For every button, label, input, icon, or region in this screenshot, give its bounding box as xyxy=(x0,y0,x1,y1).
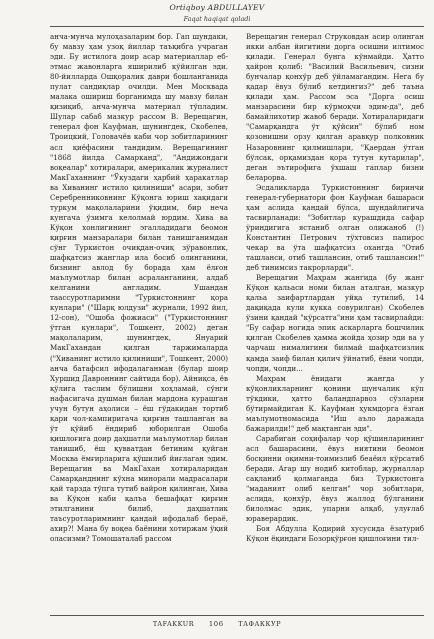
right-column xyxy=(246,32,424,544)
footer-magazine-cyrillic: ТАФАККУР xyxy=(238,620,282,628)
article-subtitle: Faqat haqiqat qoladi xyxy=(183,15,251,23)
paragraph: анча-мунча мулоҳазаларим бор. Гап шундаки, бу мавзу ҳам узоқ йиллар таъқибга учраган эди. Бу истилога доир асар материаллар еб-этмас жавонларга яширилиб кўйилган эди. 80-йилларда Ошқоралик даври бошланганида пулат сандиқлар очилди. Мен Москвада малака ошириш борганимда шу мавзу билан қизиқиб, анча-мунча материал тўпладим. Шулар сабаб мазкур рассом В. Верещагин, генерал фон Кауфман, шунингдек, Скобелев, Троицкий, Головачёв каби чор зобитларининг асл қиёфасини тандидим. Верещагининг "1868 йилда Самарканд", "Андижондаги воқеалар" хотиралари, америкалик журналист МакГаханнинг "Ўкуздаги ҳарбий ҳаракатлар ва Хиванинг истило қилиниши" асари, зобит Серебренниковнинг Кўқонга юриш хақидаги туркум мақолаларини ўқидим, бир неча кунгача ўзимга келолмай юрдим. Хива ва Кўқон хонлигининг эгалладидаги беомон қирғин манзаралари билан танишганимдан сўнг Туркистон очиқдан-очиқ зўравонлик, шафқатсиз жанглар ила босиб олинганини, бизнинг авлод бу борада ҳам ёлғон маълумотлар билан асраланганини, алдаб келганини англадим. Ушандан таассуротларимни "Туркистоннинг қора кунлари" ("Шарқ юлдузи" журнали, 1992 йил, 12-сон), "Ошоба фожиаси" ("Туркистоннинг ўтган кунлари", Тошкент, 2002) деган мақолаларим, шунингдек, Януарий МакГахандан қилган таржималарда ("Хиванинг истило қилиниши", Тошкент, 2000) анча батафсил ифодалаганман (булар шоир Хуршид Давроннинг сайтида бор). Айниқса, ёв қўлига таслим бўлишни хоҳламай, сўнги нафасигача душман билан мардона курашган учун бутун аҳолиси – ёш гўдакидан тортиб қари чол-кампиригача қирғин ташланган ва ўт қўйиб ёндириб юборилган Ошоба қишлоғига доир даҳшатли маълумотлар билан танишиб, ёш қувватдан бетиним қуйган Москва ёмғирларига қўшилиб йиғлаган эдим. Верещагин ва МакГахан хотираларидан Самарқанднинг кўхна минорали мадрасалари қай тарзда тўпга тутиб вайрон қилинган, Хива ва Кўқон каби қалъа бешафқат қирғин этилганини билиб, даҳшатлик таъсуротларимнинг қандай ифодалаб бераё, ахир?! Мана бу воқеа баёнини хотиржам ўқий оласизми? Томошаталаб рассом xyxy=(50,32,228,544)
running-header xyxy=(0,3,434,24)
paragraph: Маҳрам ёнидаги жангда у кўқонликларнинг қонини шунчалик кўп тўкдики, ҳатто баландпарвоз сўзларни бўтирмайдиган К. Кауфман ҳукмдорга ёзган маълумотномасида "Иш аъло даражада бажарилди!" деб мақтанган эди". xyxy=(246,373,424,433)
author-name: Ortiqboy ABDULLAYEV xyxy=(169,3,265,12)
header-rule xyxy=(50,26,424,27)
paragraph: Верещагин генерал Струковдан асир олинган икки албан йигитини дорга осишни илтимос қилади. Генерал бунга кўнмайди. Ҳатто ҳайрон қолиб: "Василий Васильевич, сизни бунчалар қонхўр деб ўйламагандим. Нега бу қадар ёвуз бўлиб кетдингиз?" деб таъна қилади ҳам. Рассом эса "Дорга осиш манзарасини бир кўрмоқчи эдим-да", деб бамайлихотир жавоб беради. Хотираларидаги "Самарқандга ўт қўйсин" бўлиб ном қозонишни орзу қилган аравқур полковник Назаровнинг қилмишлари, "Қаердан ўтган бўлсак, орқамиздан қора тутун кутарилар", деган эътирофига ўхшаш гаплар бизни беларорва. xyxy=(246,32,424,182)
paragraph: Сарабиган соҳифалар чор қўшинларининг асл башарасини, ёвуз ниятини беомон босқинни оқимни-тоимизлиб беаёил кўрсатиб беради. Агар шу нодиб китоблар, журналлар сақланиб қолмаганда биз Туркистонга "маданият олиб келган" чор зобитлари, аслида, қонхўр, ёвуз жаллод бўлганини билолмас эдик, упарни алқаб, улуғлаб юраверардик. xyxy=(246,433,424,524)
footer-rule xyxy=(50,615,424,616)
footer-magazine-latin: TAFAKKUR xyxy=(152,620,195,628)
paragraph: Боя Абдулла Қодирий хусусида ёзатуриб Кўқон ёқиндаги Бозорқўрғон қишлоғини тил- xyxy=(246,524,424,544)
left-column xyxy=(50,32,228,544)
paragraph: Эсдаликларда Туркистоннинг биринчи генерал-губернатори фон Кауфман башараси ҳам аслида қандай бўлса, шундайлигича тасвирланади: "Зобитлар курашдида сафар ўриндигига ястаниб олган олижаноб (!) Константин Петрович тўхтовсиз папирос чекар ва ўта шафқатсиз охангда "Отиб ташланси, отиб ташлансин, отиб ташлансин!" деб тинимсиз такрорларди". xyxy=(246,182,424,273)
paragraph: Верещагин Маҳрам жангида (бу жанг Кўқон қальаси номи билан аталган, мазкур қальа заифартлардан уйқа тутилиб, 14 дақиқада кули кукка совурилган) Скобелев ўзини қандай "кўрсатга"ини ҳам тасвирлайди: "Бу сафар ногида эпик аскарларга бошчилик қилган Скобелев ҳамма жойда ҳозир эди ва у чарчаш нималигини билмай шафқатсизлик қамда заиф билан қилич ўйнатиб, ёвни чопди, чопди, чопди... xyxy=(246,273,424,373)
page-number: 106 xyxy=(208,620,224,628)
running-footer xyxy=(0,620,434,628)
